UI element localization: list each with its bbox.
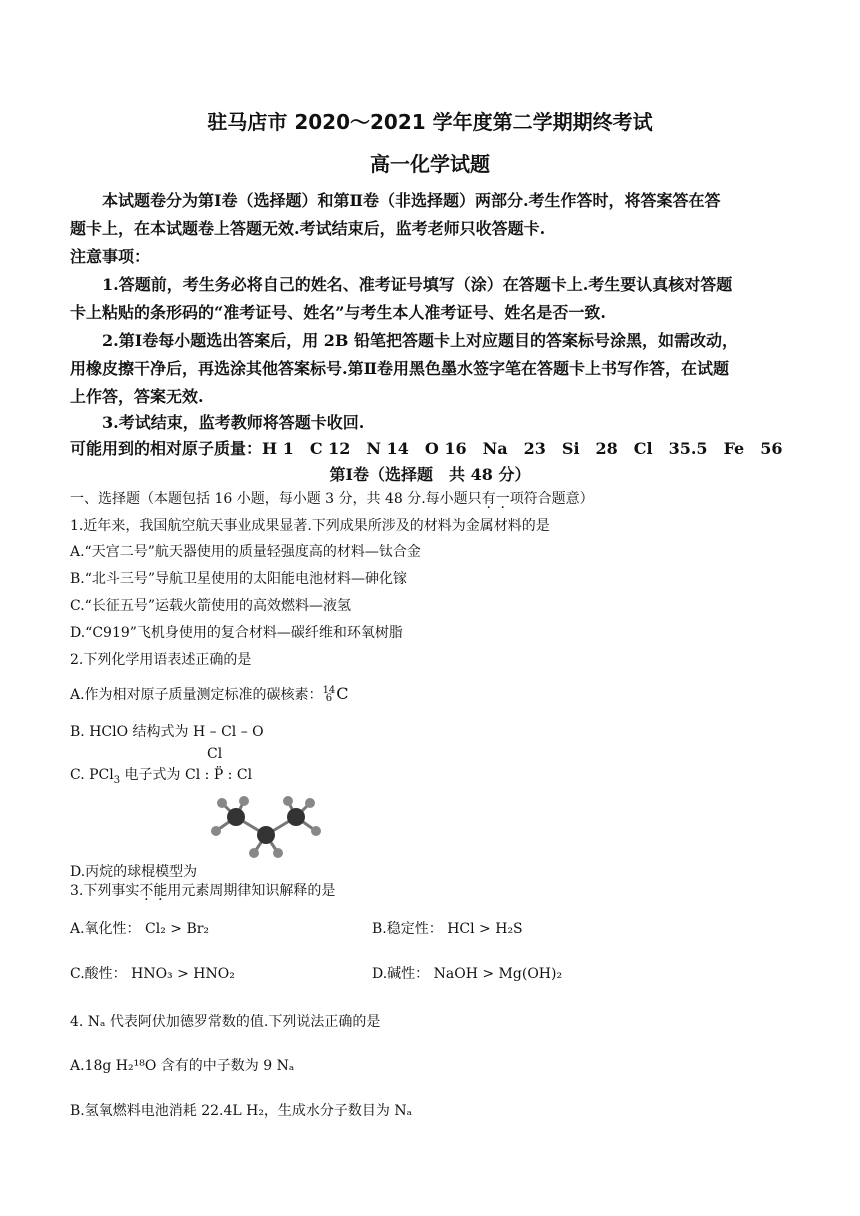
q2-option-c-cl-top: Cl	[207, 746, 223, 762]
q2-stem: 2.下列化学用语表述正确的是	[70, 652, 252, 668]
notice-1a: 1.答题前，考生务必将自己的姓名、准考证号填写（涂）在答题卡上.考生要认真核对答题	[102, 275, 733, 294]
exam-title: 驻马店市 2020～2021 学年度第二学期期终考试	[207, 110, 653, 134]
q1-option-d: D.“C919”飞机身使用的复合材料—碳纤维和环氧树脂	[70, 625, 403, 641]
q4-stem: 4. Nₐ 代表阿伏加德罗常数的值.下列说法正确的是	[70, 1014, 381, 1030]
q1-option-a: A.“天宫二号”航天器使用的质量轻强度高的材料—钛合金	[70, 544, 421, 560]
q3-option-c: C.酸性： HNO₃ > HNO₂	[70, 966, 235, 982]
q2-option-d: D.丙烷的球棍模型为	[70, 864, 198, 880]
q1-option-b: B.“北斗三号”导航卫星使用的太阳能电池材料—砷化镓	[70, 571, 408, 587]
q3-stem: 3.下列事实不能用元素周期律知识解释的是	[70, 883, 336, 899]
notice-2c: 上作答，答案无效.	[70, 387, 204, 406]
q4-option-b: B.氢氧燃料电池消耗 22.4L H₂，生成水分子数目为 Nₐ	[70, 1103, 413, 1119]
notice-2a: 2.第Ⅰ卷每小题选出答案后，用 2B 铅笔把答题卡上对应题目的答案标号涂黑，如需改动，	[102, 331, 738, 350]
section-title: 第Ⅰ卷（选择题 共 48 分）	[329, 465, 531, 484]
exam-subtitle: 高一化学试题	[370, 152, 490, 176]
intro-line-2: 题卡上，在本试题卷上答题无效.考试结束后，监考老师只收答题卡.	[70, 219, 546, 238]
q3-option-d: D.碱性： NaOH > Mg(OH)₂	[372, 966, 563, 982]
atomic-masses: 可能用到的相对原子质量：H 1 C 12 N 14 O 16 Na 23 Si 28 Cl 35.5 Fe 56	[70, 439, 783, 458]
intro-line-1: 本试题卷分为第Ⅰ卷（选择题）和第Ⅱ卷（非选择题）两部分.考生作答时，将答案答在答	[102, 191, 721, 210]
notice-3: 3.考试结束，监考教师将答题卡收回.	[102, 413, 365, 432]
notice-2b: 用橡皮擦干净后，再选涂其他答案标号.第Ⅱ卷用黑色墨水签字笔在答题卡上书写作答，在试题	[70, 359, 730, 378]
notice-heading: 注意事项：	[70, 247, 151, 266]
notice-1b: 卡上粘贴的条形码的“准考证号、姓名”与考生本人准考证号、姓名是否一致.	[70, 303, 606, 322]
section-instructions: 一、选择题（本题包括 16 小题，每小题 3 分，共 48 分.每小题只有一项符合题意）	[70, 491, 594, 507]
q2-option-c: C. PCl$_3$ 电子式为 Cl : P̈ : Cl	[70, 767, 253, 786]
q3-option-a: A.氧化性： Cl₂ > Br₂	[70, 921, 210, 937]
q3-option-b: B.稳定性： HCl > H₂S	[372, 921, 523, 937]
q1-option-c: C.“长征五号”运载火箭使用的高效燃料—液氢	[70, 598, 351, 614]
q2-option-a: A.作为相对原子质量测定标准的碳核素：14 6 C	[70, 684, 349, 704]
q2-option-b: B. HClO 结构式为 H – Cl – O	[70, 724, 264, 740]
propane-ball-stick-model	[204, 795, 330, 861]
q1-stem: 1.近年来，我国航空航天事业成果显著.下列成果所涉及的材料为金属材料的是	[70, 518, 550, 534]
q4-option-a: A.18g H₂¹⁸O 含有的中子数为 9 Nₐ	[70, 1058, 295, 1074]
